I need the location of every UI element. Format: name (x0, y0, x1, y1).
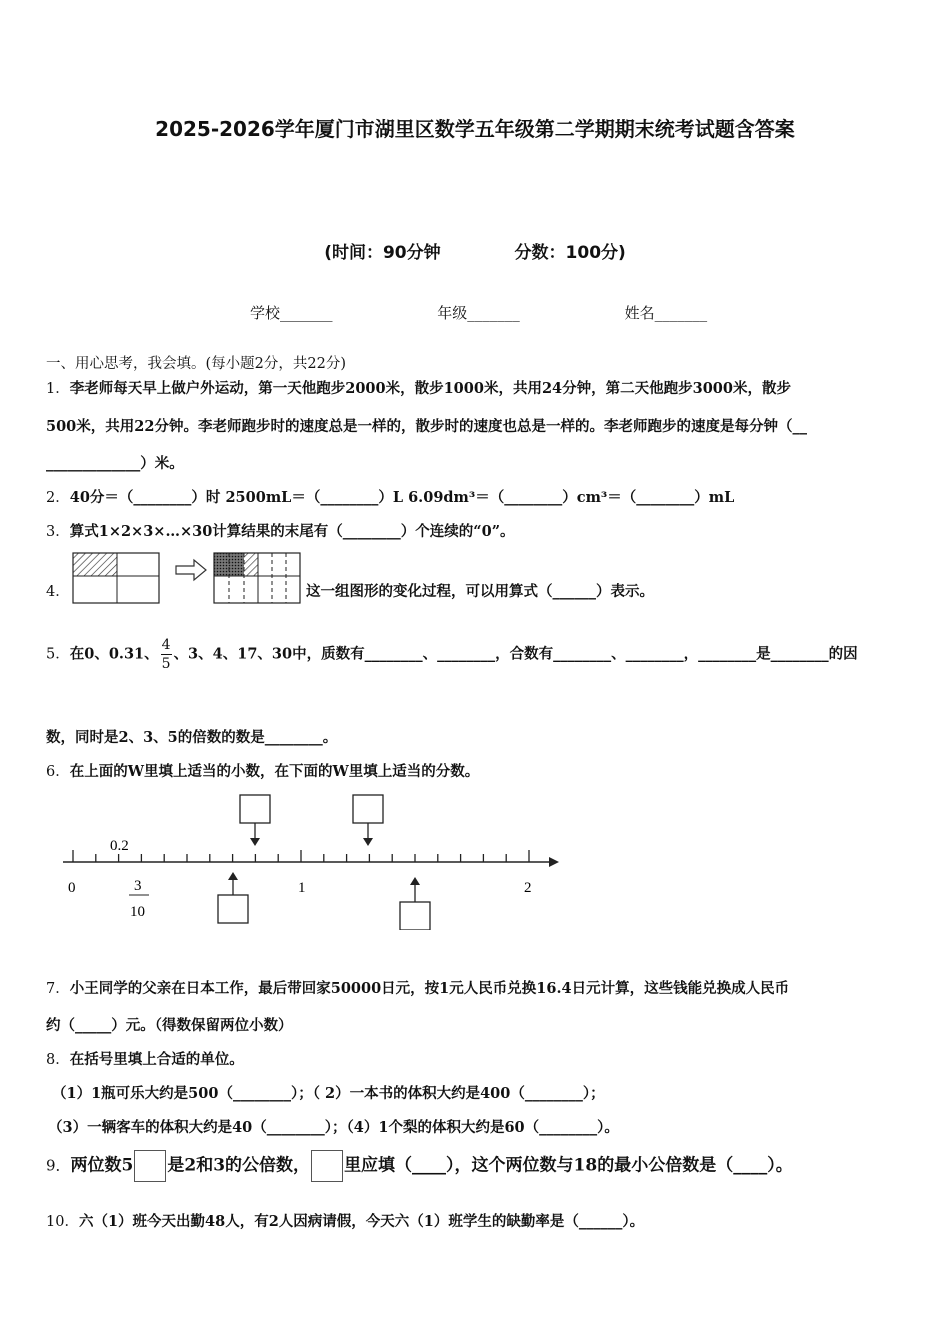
grade-field[interactable]: 年级_______ (437, 304, 520, 322)
label-0: 0 (68, 880, 76, 896)
exam-score: 分数：100分) (514, 243, 626, 263)
question-8-row-1: （1）1瓶可乐大约是500（________）；（ 2）一本书的体积大约是400（________）； (52, 1085, 605, 1102)
school-field[interactable]: 学校_______ (250, 304, 333, 322)
question-6: 6．在上面的W里填上适当的小数，在下面的W里填上适当的分数。 (46, 763, 480, 780)
fraction-numerator: 3 (134, 878, 142, 894)
fraction-denominator: 10 (130, 904, 145, 920)
name-field[interactable]: 姓名_______ (624, 304, 708, 322)
number-line-axis (63, 850, 559, 867)
blank-box-1[interactable] (134, 1150, 166, 1182)
question-1-line-1: 1．李老师每天早上做户外运动，第一天他跑步2000米，散步1000米，共用24分钟，第二天他跑步3000米，散步 (46, 380, 791, 397)
label-1: 1 (298, 880, 306, 896)
blank-box-2[interactable] (311, 1150, 343, 1182)
question-5-line-2: 数，同时是2、3、5的倍数的数是________。 (46, 729, 338, 746)
question-8: 8．在括号里填上合适的单位。 (46, 1051, 244, 1068)
question-1-line-2: 500米，共用22分钟。李老师跑步时的速度总是一样的，散步时的速度也总是一样的。李老师跑步的速度是每分钟（__ (46, 418, 807, 435)
section-heading: 一、用心思考，我会填。(每小题2分，共22分) (46, 356, 346, 372)
exam-time: (时间：90分钟 (324, 243, 441, 263)
question-4-text: 这一组图形的变化过程，可以用算式（______）表示。 (306, 583, 654, 600)
question-4-number: 4． (46, 584, 70, 600)
number-line-figure (55, 790, 570, 930)
fraction-four-fifths: $\frac{4}{5}$ (161, 637, 171, 672)
answer-box-bottom-2[interactable] (400, 877, 430, 930)
label-2: 2 (524, 880, 532, 896)
question-1-line-3: _____________）米。 (46, 455, 184, 472)
question-4-figure (72, 552, 304, 606)
label-0-2: 0.2 (110, 838, 129, 854)
question-9: 9．两位数5 是2和3的公倍数， 里应填（____），这个两位数与18的最小公倍数是（____）。 (46, 1150, 793, 1182)
question-7-line-2: 约（_____）元。（得数保留两位小数） (46, 1017, 293, 1034)
question-7-line-1: 7．小王同学的父亲在日本工作，最后带回家50000日元，按1元人民币兑换16.4日元计算，这些钱能兑换成人民币 (46, 980, 790, 997)
rectangle-before (73, 553, 159, 603)
question-10: 10．六（1）班今天出勤48人，有2人因病请假，今天六（1）班学生的缺勤率是（______）。 (46, 1213, 645, 1230)
page-title: 2025-2026学年厦门市湖里区数学五年级第二学期期末统考试题含答案 (155, 117, 795, 141)
question-5-line-1: 5．在0、0.31、 $\frac{4}{5}$ 、3、4、17、30中，质数有________、________，合数有________、________，________是________的因 (46, 637, 858, 672)
question-8-row-2: （3）一辆客车的体积大约是40（________）；（4）1个梨的体积大约是60（________）。 (48, 1119, 619, 1136)
exam-meta (0, 238, 950, 263)
answer-box-top-1[interactable] (240, 795, 270, 846)
transform-arrow-icon (176, 560, 206, 580)
answer-box-bottom-1[interactable] (218, 872, 248, 923)
question-3: 3．算式1×2×3×…×30计算结果的末尾有（________）个连续的“0”。 (46, 523, 515, 540)
answer-box-top-2[interactable] (353, 795, 383, 846)
rectangle-after (214, 553, 300, 603)
question-2: 2．40分＝（________）时 2500mL＝（________）L 6.09dm³＝（________）cm³＝（________）mL (46, 489, 735, 506)
student-fields (250, 302, 807, 323)
